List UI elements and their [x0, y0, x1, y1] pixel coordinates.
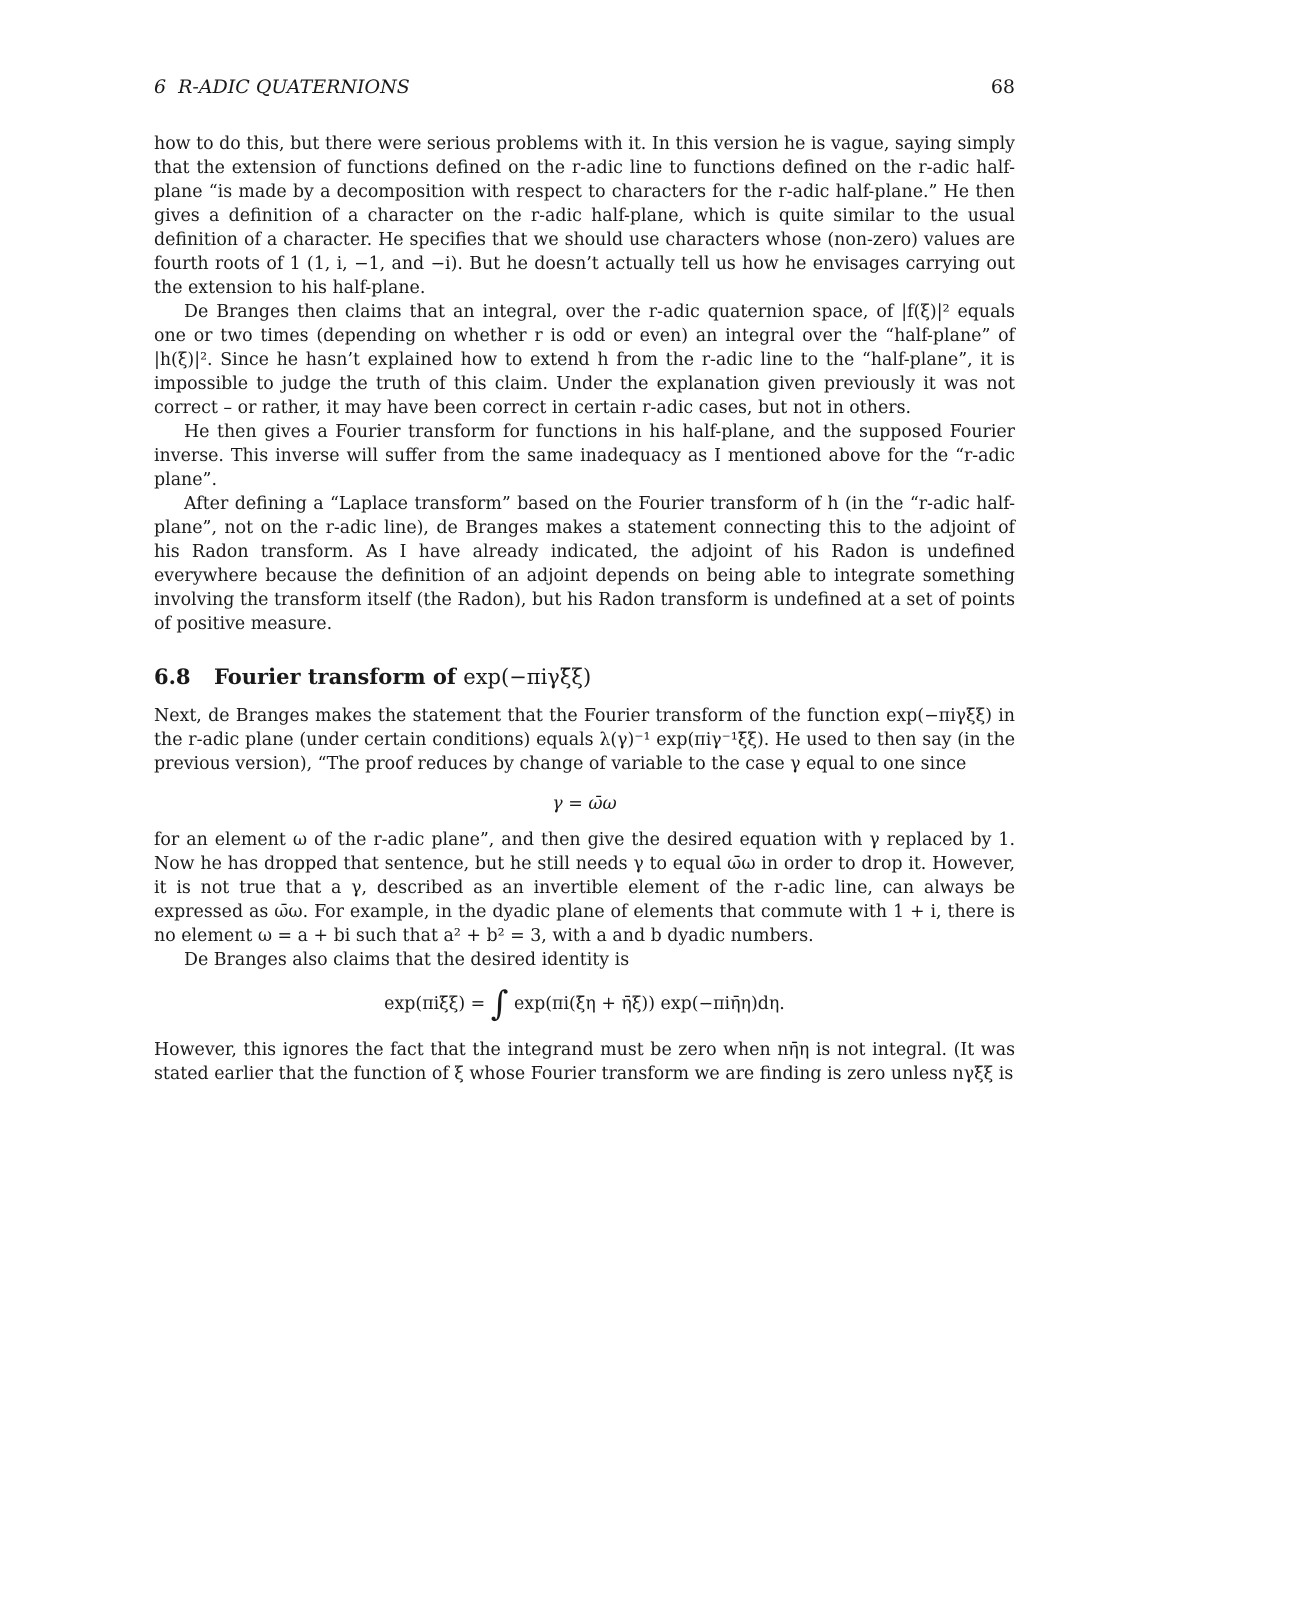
equation-gamma	[154, 790, 1015, 818]
equation-identity-rhs: exp(πi(ξ̄η + η̄ξ)) exp(−πiη̄η)dη.	[514, 994, 785, 1014]
running-header	[154, 76, 1015, 102]
paragraph-3: He then gives a Fourier transform for functions in his half-plane, and the supposed Fourier inverse. This inverse will suffer from the same inadequacy as I mentioned above for the “r-adic plane”.	[154, 422, 1015, 490]
paragraph-5: Next, de Branges makes the statement that the Fourier transform of the function exp(−πiγξ̄ξ) in the r-adic plane (under certain conditions) equals λ(γ)⁻¹ exp(πiγ⁻¹ξ̄ξ). He used to then say (in the previous version), “The proof reduces by change of variable to the case γ equal to one since	[154, 706, 1015, 774]
section-title: Fourier transform of	[214, 664, 456, 689]
paragraph-6: for an element ω of the r-adic plane”, and then give the desired equation with γ replaced by 1. Now he has dropped that sentence, but he still needs γ to equal ω̄ω in order to drop it. However, it is not true that a γ, described as an invertible element of the r-adic line, can always be expressed as ω̄ω. For example, in the dyadic plane of elements that commute with 1 + i, there is no element ω = a + bi such that a² + b² = 3, with a and b dyadic numbers.	[154, 830, 1015, 946]
page-body	[154, 132, 1015, 1086]
equation-identity-lhs: exp(πiξ̄ξ) =	[384, 994, 486, 1014]
paragraph-2: De Branges then claims that an integral, over the r-adic quaternion space, of |f(ξ)|² equals one or two times (depending on whether r is odd or even) an integral over the “half-plane” of |h(ξ)|². Since he hasn’t explained how to extend h from the r-adic line to the “half-plane”, it is impossible to judge the truth of this claim. Under the explanation given previously it was not correct – or rather, it may have been correct in certain r-adic cases, but not in others.	[154, 302, 1015, 418]
paragraph-4: After defining a “Laplace transform” based on the Fourier transform of h (in the “r-adic half-plane”, not on the r-adic line), de Branges makes a statement connecting this to the adjoint of his Radon transform. As I have already indicated, the adjoint of his Radon is undefined everywhere because the definition of an adjoint depends on being able to integrate something involving the transform itself (the Radon), but his Radon transform is undefined at a set of points of positive measure.	[154, 494, 1015, 634]
integral-sign: ∫	[490, 984, 509, 1024]
paragraph-8: However, this ignores the fact that the integrand must be zero when nη̄η is not integral. (It was stated earlier that the function of ξ whose Fourier transform we are finding is zero unless nγξ̄ξ is	[154, 1040, 1015, 1084]
chapter-title: R-ADIC QUATERNIONS	[178, 76, 410, 98]
section-heading	[154, 662, 1015, 692]
chapter-number: 6	[154, 76, 167, 98]
equation-identity	[154, 982, 1015, 1026]
paragraph-7: De Branges also claims that the desired identity is	[184, 950, 630, 970]
chapter-heading	[154, 76, 422, 98]
section-title-math: exp(−πiγξ̄ξ)	[463, 665, 592, 689]
page-number: 68	[990, 76, 1015, 98]
paragraph-1: how to do this, but there were serious problems with it. In this version he is vague, saying simply that the extension of functions defined on the r-adic line to functions defined on the r-adic half-plane “is made by a decomposition with respect to characters for the r-adic half-plane.” He then gives a definition of a character on the r-adic half-plane, which is quite similar to the usual definition of a character. He specifies that we should use characters whose (non-zero) values are fourth roots of 1 (1, i, −1, and −i). But he doesn’t actually tell us how he envisages carrying out the extension to his half-plane.	[154, 134, 1015, 298]
equation-gamma-text: γ = ω̄ω	[552, 794, 617, 814]
section-number: 6.8	[154, 664, 191, 689]
